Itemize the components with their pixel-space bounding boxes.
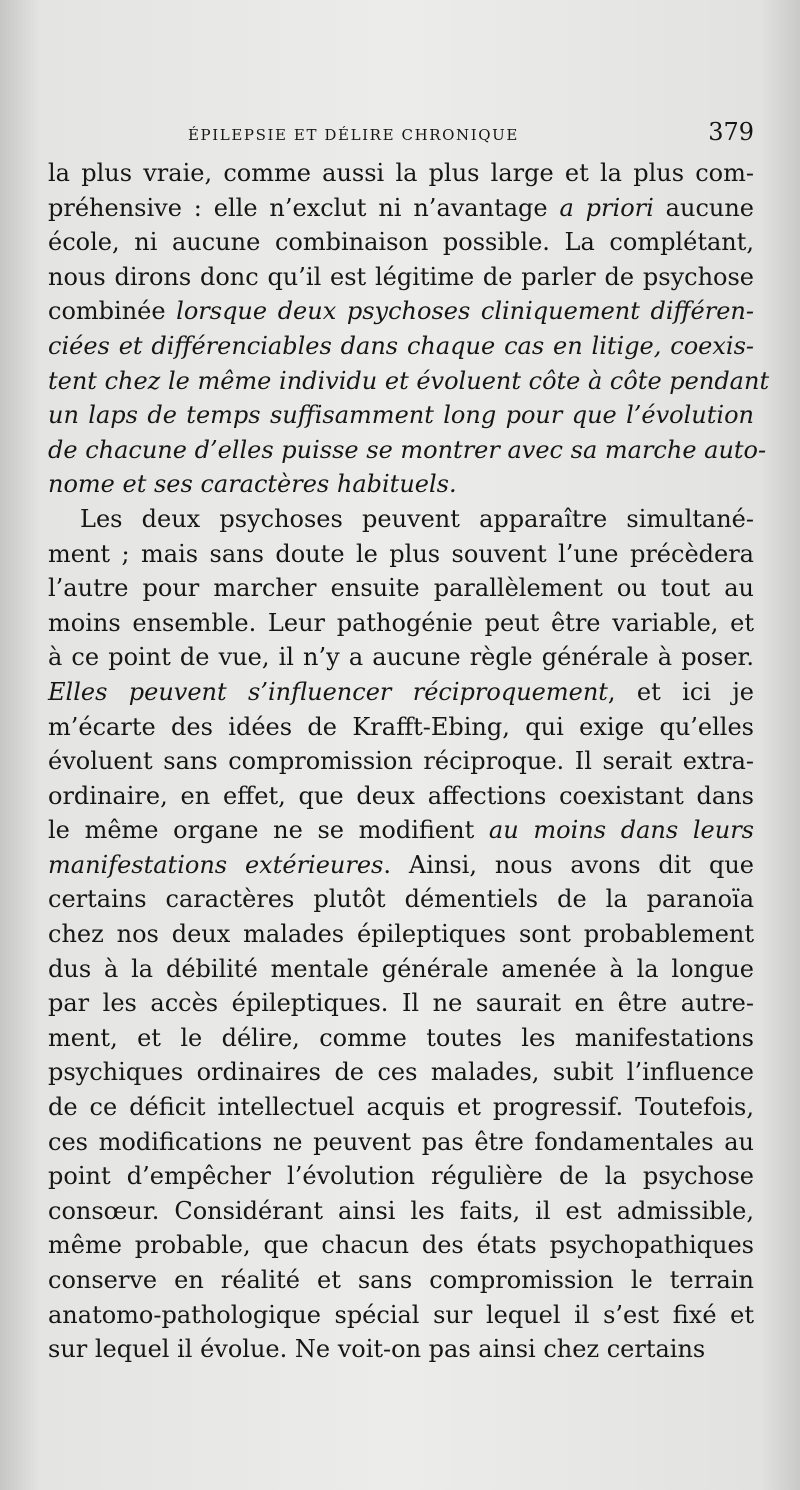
italic-text: tent chez le même individu et évoluent côte à côte pendant — [48, 366, 770, 395]
text-run: nous dirons donc qu’il est légitime de parler de psychose — [48, 262, 754, 291]
text-line — [48, 986, 754, 1021]
text-line — [48, 813, 754, 848]
text-run: psychiques ordinaires de ces malades, subit l’influence — [48, 1058, 754, 1087]
text-line — [48, 156, 754, 191]
text-run: préhensive : elle n’exclut ni n’avantage — [48, 193, 560, 222]
text-line — [48, 952, 754, 987]
text-line — [48, 744, 754, 779]
text-run: école, ni aucune combinaison possible. La complétant, — [48, 228, 754, 257]
text-line — [48, 1090, 754, 1125]
text-line — [48, 1125, 754, 1160]
paragraph — [48, 156, 770, 502]
text-line — [48, 329, 754, 364]
text-run: évoluent sans compromission réciproque. Il serait extra- — [48, 747, 754, 776]
text-line — [48, 191, 754, 226]
text-run: même probable, que chacun des états psychopathiques — [48, 1231, 754, 1260]
text-line — [48, 640, 754, 675]
text-line — [48, 502, 754, 537]
italic-text: manifestations extérieures — [48, 850, 384, 879]
text-run: ment ; mais sans doute le plus souvent l’une précèdera — [48, 539, 754, 568]
text-line — [48, 294, 754, 329]
text-run: l’autre pour marcher ensuite parallèlement ou tout au — [48, 574, 754, 603]
text-run: aucune — [653, 193, 755, 222]
text-line — [48, 260, 754, 295]
text-line — [48, 710, 754, 745]
italic-text: un laps de temps suffisamment long pour que l’évolution — [48, 401, 754, 430]
text-run: m’écarte des idées de Krafft-Ebing, qui exige qu’elles — [48, 712, 754, 741]
text-run: consœur. Considérant ainsi les faits, il est admissible, — [48, 1196, 754, 1225]
text-line — [48, 1055, 754, 1090]
text-run: par les accès épileptiques. Il ne saurait en être autre- — [48, 989, 754, 1018]
text-run: Les deux psychoses peuvent apparaître simultané- — [80, 504, 754, 533]
page-number: 379 — [708, 118, 754, 146]
text-run: la plus vraie, comme aussi la plus large et la plus com- — [48, 159, 754, 187]
text-line — [48, 779, 754, 814]
text-line — [48, 467, 754, 502]
body-text — [48, 156, 770, 1367]
text-line — [48, 1332, 754, 1367]
text-run: , et ici je — [607, 677, 754, 706]
text-run: ces modifications ne peuvent pas être fondamentales au — [48, 1127, 754, 1156]
text-run: dus à la débilité mentale générale amenée à la longue — [48, 954, 754, 983]
text-run: conserve en réalité et sans compromission le terrain — [48, 1266, 754, 1294]
text-line — [48, 882, 754, 917]
italic-text: lorsque deux psychoses cliniquement différen- — [176, 297, 754, 326]
text-line — [48, 364, 770, 399]
text-line — [48, 1263, 754, 1298]
text-line — [48, 433, 767, 468]
page-header — [48, 118, 760, 158]
text-line — [48, 1159, 754, 1194]
text-line — [48, 1021, 754, 1056]
text-run: sur lequel il évolue. Ne voit-on pas ainsi chez certains — [48, 1335, 706, 1364]
paragraph — [48, 502, 754, 1367]
italic-text: Elles peuvent s’influencer réciproquement — [48, 677, 608, 706]
text-line — [48, 675, 754, 710]
text-run: de ce déficit intellectuel acquis et progressif. Toutefois, — [48, 1093, 754, 1122]
italic-text: au moins dans leurs — [488, 816, 754, 845]
text-run: moins ensemble. Leur pathogénie peut être variable, et — [48, 608, 754, 637]
text-line — [48, 1194, 754, 1229]
text-line — [48, 1298, 754, 1333]
italic-text: a priori — [559, 193, 654, 222]
italic-text: de chacune d’elles puisse se montrer avec sa marche auto- — [48, 435, 767, 464]
text-run: chez nos deux malades épileptiques sont probablement — [48, 920, 754, 949]
text-run: certains caractères plutôt démentiels de la paranoïa — [48, 885, 754, 914]
text-run: à ce point de vue, il n’y a aucune règle générale à poser. — [48, 643, 754, 672]
text-run: le même organe ne se modifient — [48, 816, 489, 845]
italic-text: ciées et différenciables dans chaque cas en litige, coexis- — [48, 331, 754, 360]
text-run: point d’empêcher l’évolution régulière de la psychose — [48, 1162, 754, 1191]
text-line — [48, 571, 754, 606]
text-line — [48, 537, 754, 572]
text-run: combinée — [48, 297, 177, 326]
text-line — [48, 917, 754, 952]
text-run: anatomo-pathologique spécial sur lequel il s’est fixé et — [48, 1300, 754, 1329]
text-line — [48, 848, 754, 883]
running-head: ÉPILEPSIE ET DÉLIRE CHRONIQUE — [188, 126, 519, 144]
text-line — [48, 225, 754, 260]
italic-text: nome et ses caractères habituels. — [48, 470, 457, 499]
text-run: ment, et le délire, comme toutes les manifestations — [48, 1023, 754, 1052]
text-run: . Ainsi, nous avons dit que — [383, 850, 754, 879]
text-line — [48, 606, 754, 641]
text-run: ordinaire, en effet, que deux affections coexistant dans — [48, 781, 754, 810]
text-line — [48, 398, 754, 433]
text-line — [48, 1228, 754, 1263]
